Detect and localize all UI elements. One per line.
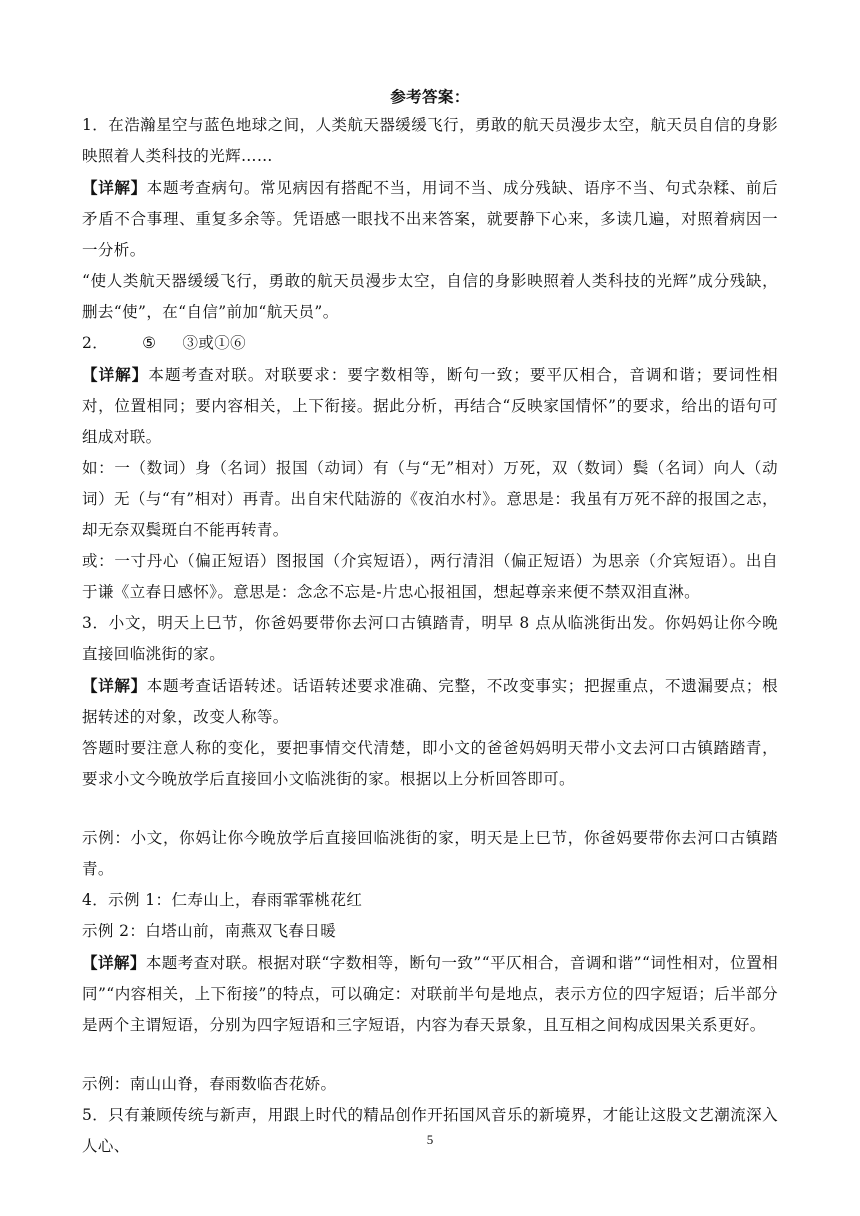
q1-detail-text: 本题考查病句。常见病因有搭配不当，用词不当、成分残缺、语序不当、句式杂糅、前后矛盾不合事理、重复多余等。凭语感一眼找不出来答案，就要静下心来，多读几遍，对照着病因一一分析。 xyxy=(82,179,778,259)
page-number: 5 xyxy=(426,1132,434,1147)
q3-answer: 3．小文，明天上巳节，你爸妈要带你去河口古镇踏青，明早 8 点从临洮街出发。你妈妈让你今晚直接回临洮街的家。 xyxy=(82,614,778,663)
q1-answer: 1．在浩瀚星空与蓝色地球之间，人类航天器缓缓飞行，勇敢的航天员漫步太空，航天员自信的身影映照着人类科技的光辉…… xyxy=(82,116,778,165)
detail-label: 【详解】 xyxy=(82,953,146,972)
q2-answer xyxy=(82,328,778,359)
q3-detail xyxy=(82,670,778,733)
q2-detail xyxy=(82,359,778,453)
q4-example-2: 示例 2：白塔山前，南燕双飞春日暖 xyxy=(82,922,337,940)
q3-example: 示例：小文，你妈让你今晚放学后直接回临洮街的家，明天是上巳节，你爸妈要带你去河口古镇踏青。 xyxy=(82,829,778,878)
q4-example-1: 4．示例 1：仁寿山上，春雨霏霏桃花红 xyxy=(82,891,363,909)
q2-detail-text: 本题考查对联。对联要求：要字数相等，断句一致；要平仄相合，音调和谐；要词性相对，位置相同；要内容相关，上下衔接。据此分析，再结合“反映家国情怀”的要求，给出的语句可组成对联。 xyxy=(82,366,778,446)
q4-example: 示例：南山山脊，春雨数临杏花娇。 xyxy=(82,1075,337,1093)
q5-answer: 5．只有兼顾传统与新声，用跟上时代的精品创作开拓国风音乐的新境界，才能让这股文艺潮流深入人心、 xyxy=(82,1106,778,1155)
detail-label: 【详解】 xyxy=(82,676,147,695)
q2-example-2: 或：一寸丹心（偏正短语）图报国（介宾短语），两行清泪（偏正短语）为思亲（介宾短语）。出自于谦《立春日感怀》。意思是：念念不忘是-片忠心报祖国，想起尊亲来便不禁双泪直淋。 xyxy=(82,552,778,601)
answer-content xyxy=(82,83,778,1162)
q2-example-1: 如：一（数词）身（名词）报国（动词）有（与“无”相对）万死，双（数词）鬓（名词）向人（动词）无（与“有”相对）再青。出自宋代陆游的《夜泊水村》。意思是：我虽有万死不辞的报国之志，却无奈双鬓斑白不能再转青。 xyxy=(82,459,778,539)
q2-answer-2: ③或①⑥ xyxy=(182,334,247,352)
q2-number: 2． xyxy=(82,334,109,352)
detail-label: 【详解】 xyxy=(82,178,147,197)
q3-analysis: 答题时要注意人称的变化，要把事情交代清楚，即小文的爸爸妈妈明天带小文去河口古镇踏踏青，要求小文今晚放学后直接回小文临洮街的家。根据以上分析回答即可。 xyxy=(82,739,778,788)
q1-detail xyxy=(82,172,778,266)
q4-detail-text: 本题考查对联。根据对联“字数相等，断句一致”“平仄相合，音调和谐”“词性相对，位置相同”“内容相关，上下衔接”的特点，可以确定：对联前半句是地点，表示方位的四字短语；后半部分是两个主谓短语，分别为四字短语和三字短语，内容为春天景象，且互相之间构成因果关系更好。 xyxy=(82,954,778,1034)
q3-detail-text: 本题考查话语转述。话语转述要求准确、完整，不改变事实；把握重点，不遗漏要点；根据转述的对象，改变人称等。 xyxy=(82,677,778,726)
detail-label: 【详解】 xyxy=(82,365,149,384)
q4-detail xyxy=(82,947,778,1041)
page-title: 参考答案： xyxy=(390,87,470,106)
q1-extra: “使人类航天器缓缓飞行，勇敢的航天员漫步太空，自信的身影映照着人类科技的光辉”成分残缺，删去“使”，在“自信”前加“航天员”。 xyxy=(82,272,778,321)
q2-answer-1: ⑤ xyxy=(142,334,157,352)
